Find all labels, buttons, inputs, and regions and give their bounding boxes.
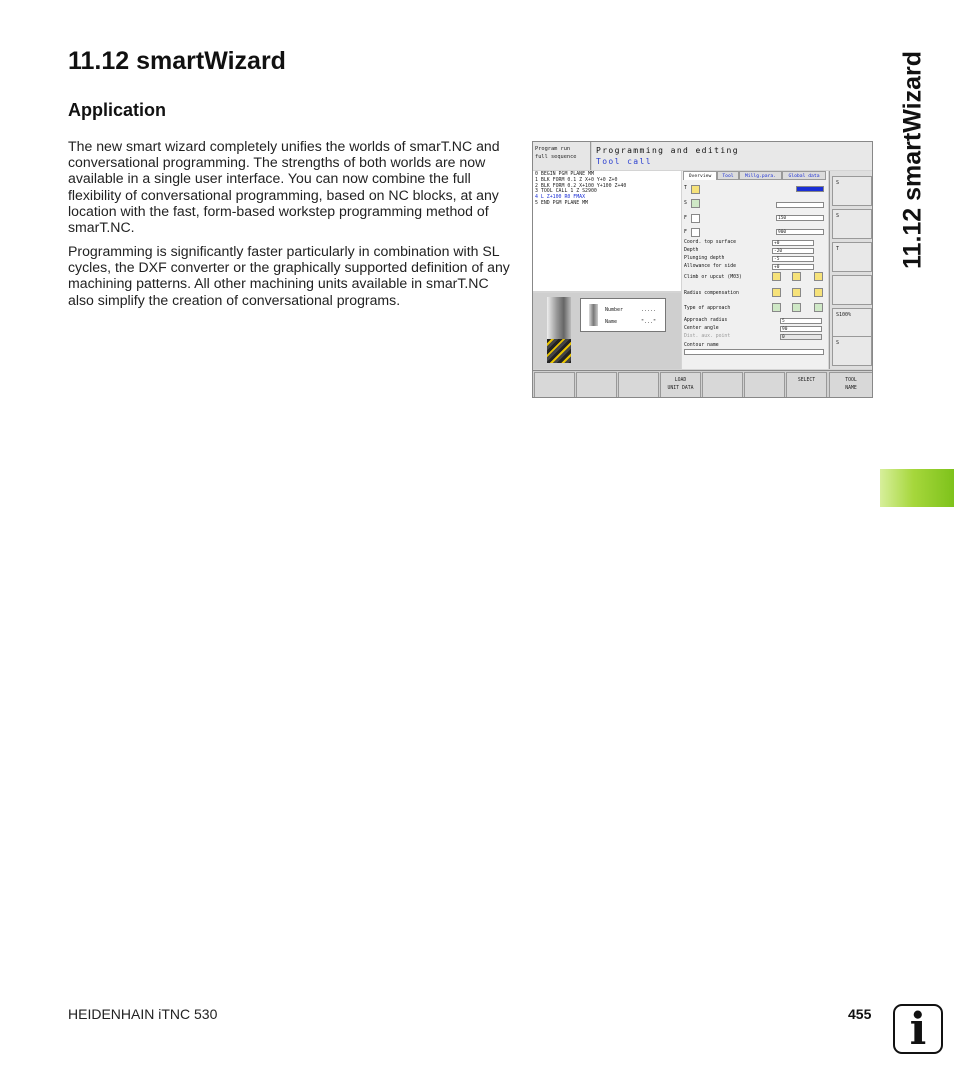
side-button-override[interactable] xyxy=(832,308,872,338)
approach-perpendicular-icon[interactable] xyxy=(814,303,823,312)
allowance-label: Allowance for side xyxy=(684,264,736,269)
unit-form xyxy=(682,171,828,369)
dist-aux-label: Dist. aux. point xyxy=(684,334,731,339)
tab-overview[interactable]: Overview xyxy=(683,171,717,180)
softkey-row xyxy=(533,370,873,398)
coord-top-field[interactable]: +0 xyxy=(772,240,814,246)
side-button-tool[interactable] xyxy=(832,209,872,239)
paragraph-2: Programming is significantly faster particularly in combination with SL cycles, the DXF converter or the graphically supported definition of any machining patterns. All other machining units available in smarT.NC also simplify the creation of conversational programs. xyxy=(68,243,510,308)
side-label: S xyxy=(836,213,840,219)
page-number: 455 xyxy=(848,1006,872,1022)
softkey-5[interactable] xyxy=(702,372,743,398)
screen-title-box xyxy=(592,142,873,170)
coord-top-label: Coord. top surface xyxy=(684,240,736,245)
tool-preview-panel xyxy=(533,293,681,369)
softkey-2[interactable] xyxy=(576,372,617,398)
program-line[interactable]: 5 END PGM PLANE MM xyxy=(535,199,588,206)
spindle-option-icon[interactable] xyxy=(814,272,823,281)
name-label: Name xyxy=(605,319,618,325)
number-value: ..... xyxy=(641,307,657,313)
side-label: T xyxy=(836,246,840,252)
approach-radius-field[interactable]: 5 xyxy=(780,318,822,324)
milling-feed-icon[interactable] xyxy=(691,228,700,237)
program-line-active[interactable]: 4 L Z+100 R0 FMAX xyxy=(535,194,586,201)
side-softkeys xyxy=(829,171,873,369)
side-button-spindle[interactable] xyxy=(832,176,872,206)
plunge-feed-field[interactable]: 150 xyxy=(776,215,824,221)
f-label: F xyxy=(684,216,687,221)
approach-radius-label: Approach radius xyxy=(684,318,728,323)
name-value: "..." xyxy=(641,319,657,325)
paragraph-1: The new smart wizard completely unifies the worlds of smarT.NC and conversational programming. The strengths of both worlds are now available in a single user interface. You can now combine the full flexibility of conversational programming, based on NC blocks, at any location with the fast, form-based workstep programming method of smarT.NC. xyxy=(68,138,500,236)
spindle-speed-field[interactable] xyxy=(776,202,824,208)
select-softkey[interactable]: SELECT xyxy=(786,372,827,398)
radius-comp-label: Radius compensation xyxy=(684,291,739,296)
screen-subtitle: Tool call xyxy=(596,157,652,166)
tab-global-data[interactable]: Global data xyxy=(782,171,826,180)
radius-comp-left-icon[interactable] xyxy=(772,288,781,297)
climb-option-icon[interactable] xyxy=(772,272,781,281)
info-icon-glyph: i xyxy=(909,1004,927,1055)
dist-aux-field: 0 xyxy=(780,334,822,340)
depth-field[interactable]: -20 xyxy=(772,248,814,254)
side-chapter-title-text: 11.12 smartWizard xyxy=(898,51,927,269)
tab-milling-parameters[interactable]: Millg.para. xyxy=(739,171,782,180)
f2-label: F xyxy=(684,230,687,235)
tool-number-field[interactable] xyxy=(796,186,824,192)
chapter-tab-marker xyxy=(880,469,954,507)
center-angle-label: Center angle xyxy=(684,326,719,331)
contour-name-field[interactable] xyxy=(684,349,824,355)
allowance-field[interactable]: +0 xyxy=(772,264,814,270)
side-label: S100% xyxy=(836,312,852,318)
program-line[interactable]: 0 BEGIN PGM PLANE MM xyxy=(535,171,594,177)
softkey-1[interactable] xyxy=(534,372,575,398)
plunge-feed-icon[interactable] xyxy=(691,214,700,223)
tool-select-icon[interactable] xyxy=(691,185,700,194)
spindle-speed-icon[interactable] xyxy=(691,199,700,208)
radius-comp-none-icon[interactable] xyxy=(814,288,823,297)
form-tabs xyxy=(682,171,828,181)
climb-upcut-label: Climb or upcut (M03) xyxy=(684,275,742,280)
screen-title: Programming and editing xyxy=(596,146,739,155)
small-tool-icon xyxy=(589,304,598,326)
side-label: S xyxy=(836,340,840,346)
radius-comp-right-icon[interactable] xyxy=(792,288,801,297)
milling-tool-image xyxy=(547,297,571,363)
load-unit-data-softkey[interactable]: LOAD UNIT DATA xyxy=(660,372,701,398)
softkey-3[interactable] xyxy=(618,372,659,398)
section-title: 11.12 smartWizard xyxy=(68,47,286,75)
program-line[interactable]: 2 BLK FORM 0.2 X+100 Y+100 Z+40 xyxy=(535,182,627,189)
upcut-option-icon[interactable] xyxy=(792,272,801,281)
s-label: S xyxy=(684,201,687,206)
number-label: Number xyxy=(605,307,624,313)
mode-line-2: full sequence xyxy=(535,154,577,160)
footer-product: HEIDENHAIN iTNC 530 xyxy=(68,1006,218,1022)
t-label: T xyxy=(684,186,687,191)
operating-mode-box xyxy=(533,142,591,170)
mode-line-1: Program run xyxy=(535,146,571,152)
tab-tool[interactable]: Tool xyxy=(717,171,739,180)
program-listing xyxy=(533,171,681,291)
approach-tangential-icon[interactable] xyxy=(772,303,781,312)
milling-feed-field[interactable]: 900 xyxy=(776,229,824,235)
side-label: S xyxy=(836,180,840,186)
program-line[interactable]: 3 TOOL CALL 1 Z S2900 xyxy=(535,188,597,195)
plunging-depth-field[interactable]: -5 xyxy=(772,256,814,262)
plunging-depth-label: Plunging depth xyxy=(684,256,725,261)
program-line[interactable]: 1 BLK FORM 0.1 Z X+0 Y+0 Z+0 xyxy=(535,176,618,183)
depth-label: Depth xyxy=(684,248,699,253)
softkey-6[interactable] xyxy=(744,372,785,398)
tnc-screenshot xyxy=(532,141,873,398)
side-button-minus[interactable] xyxy=(832,336,872,366)
side-button-plus[interactable] xyxy=(832,275,872,305)
approach-straight-icon[interactable] xyxy=(792,303,801,312)
subsection-title: Application xyxy=(68,100,166,120)
info-icon xyxy=(893,1004,943,1054)
approach-type-label: Type of approach xyxy=(684,306,731,311)
tool-info-card xyxy=(580,298,666,332)
center-angle-field[interactable]: 90 xyxy=(780,326,822,332)
side-button-tool-length[interactable] xyxy=(832,242,872,272)
side-chapter-title xyxy=(895,45,931,275)
contour-name-label: Contour name xyxy=(684,343,719,348)
tool-name-softkey[interactable]: TOOL NAME xyxy=(829,372,873,398)
